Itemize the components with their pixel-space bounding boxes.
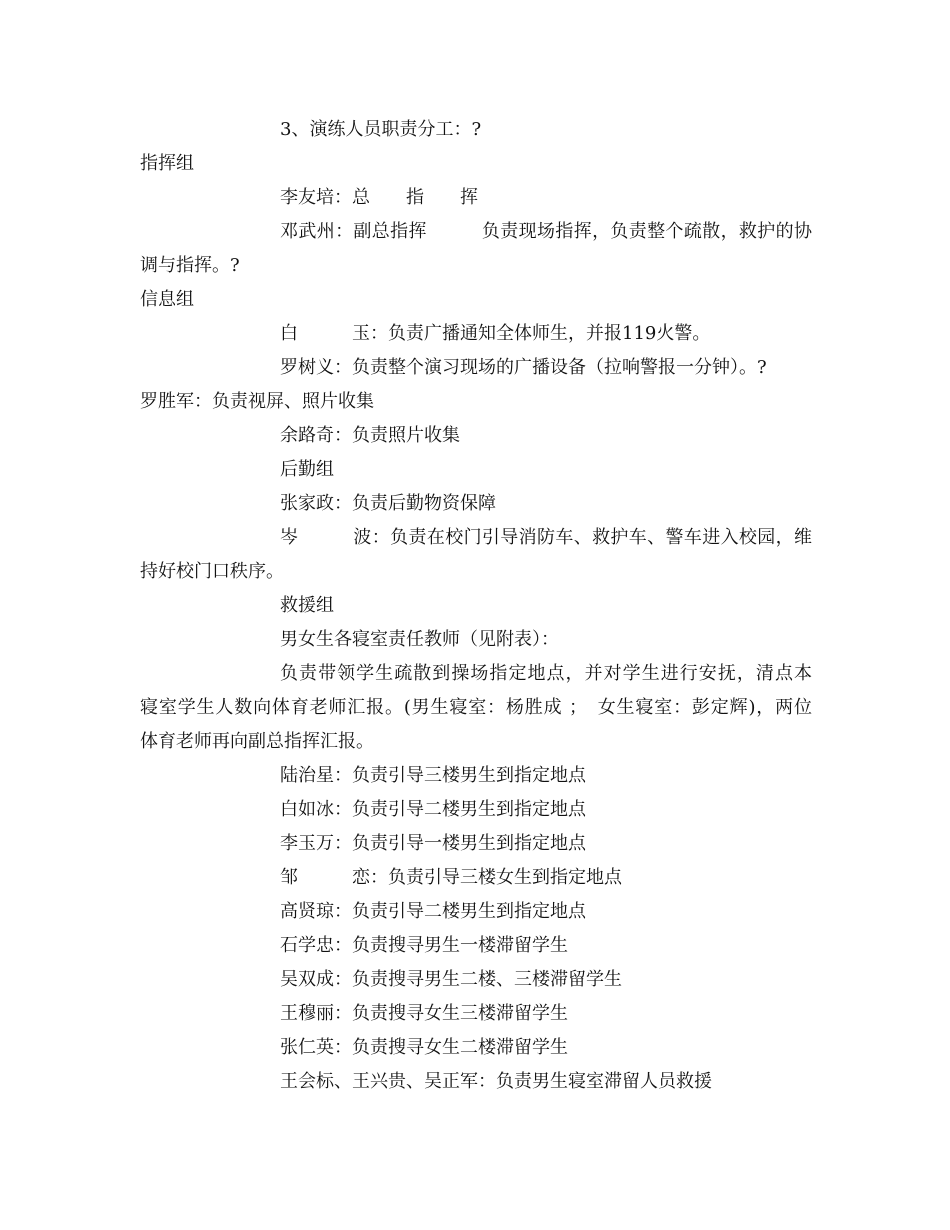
text-line: 调与指挥。? xyxy=(140,255,240,276)
text-line: 邓武州：副总指挥 负责现场指挥，负责整个疏散，救护的协 xyxy=(280,221,812,242)
text-line: 张仁英：负责搜寻女生二楼滞留学生 xyxy=(280,1037,568,1058)
text-line: 罗胜军：负责视屏、照片收集 xyxy=(140,391,374,412)
text-line: 张家政：负责后勤物资保障 xyxy=(280,493,496,514)
section-heading: 3、演练人员职责分工：? xyxy=(280,119,482,140)
text-line: 体育老师再向副总指挥汇报。 xyxy=(140,731,374,752)
text-line: 李友培：总 指 挥 xyxy=(280,187,478,208)
text-line: 高贤琼：负责引导二楼男生到指定地点 xyxy=(280,901,586,922)
text-line: 岑 波：负责在校门引导消防车、救护车、警车进入校园，维 xyxy=(280,527,812,548)
text-line: 罗树义：负责整个演习现场的广播设备（拉响警报一分钟）。? xyxy=(280,357,767,378)
text-line: 白如冰：负责引导二楼男生到指定地点 xyxy=(280,799,586,820)
text-line: 王会标、王兴贵、吴正军：负责男生寝室滞留人员救援 xyxy=(280,1071,712,1092)
text-line: 负责带领学生疏散到操场指定地点，并对学生进行安抚，清点本 xyxy=(280,663,812,684)
text-line: 男女生各寝室责任教师（见附表）： xyxy=(280,629,559,650)
text-line: 余路奇：负责照片收集 xyxy=(280,425,460,446)
text-line: 寝室学生人数向体育老师汇报。(男生寝室：杨胜成 ； 女生寝室：彭定辉)，两位 xyxy=(140,697,812,718)
text-line: 石学忠：负责搜寻男生一楼滞留学生 xyxy=(280,935,568,956)
group-heading-logistics: 后勤组 xyxy=(280,459,334,480)
text-line: 李玉万：负责引导一楼男生到指定地点 xyxy=(280,833,586,854)
text-line: 吴双成：负责搜寻男生二楼、三楼滞留学生 xyxy=(280,969,622,990)
group-heading-command: 指挥组 xyxy=(140,153,194,174)
text-line: 持好校门口秩序。 xyxy=(140,561,284,582)
text-line: 王穆丽：负责搜寻女生三楼滞留学生 xyxy=(280,1003,568,1024)
group-heading-rescue: 救援组 xyxy=(280,595,334,616)
text-line: 邹 恋：负责引导三楼女生到指定地点 xyxy=(280,867,622,888)
text-line: 白 玉：负责广播通知全体师生，并报119火警。 xyxy=(280,323,711,344)
group-heading-info: 信息组 xyxy=(140,289,194,310)
text-line: 陆治星：负责引导三楼男生到指定地点 xyxy=(280,765,586,786)
